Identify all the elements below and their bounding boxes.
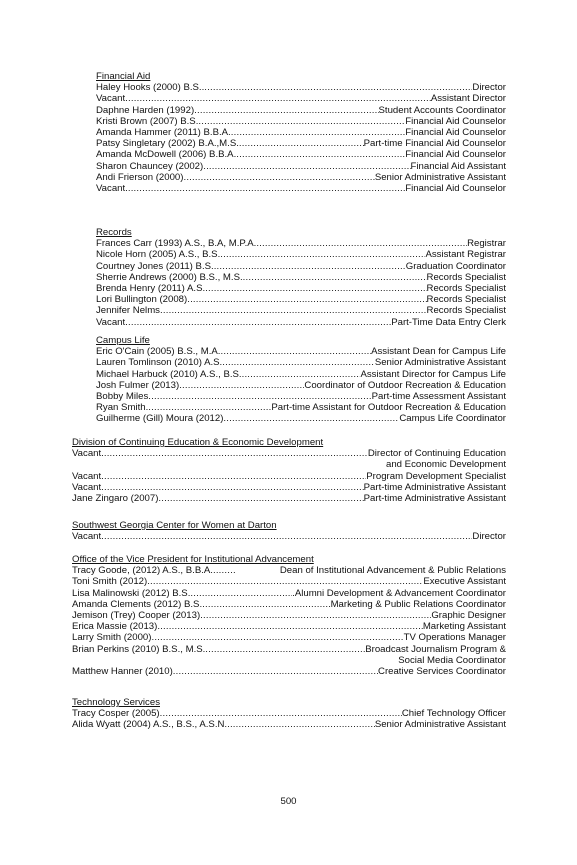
staff-row [72, 576, 506, 587]
dot-leader [220, 249, 425, 260]
staff-row [96, 238, 506, 249]
staff-name: Toni Smith (2012) [72, 576, 148, 588]
section-continuing-education [72, 437, 506, 504]
staff-row [72, 708, 506, 719]
staff-title: Assistant Director for Campus Life [360, 368, 506, 380]
staff-row [96, 172, 506, 183]
dot-leader [187, 294, 426, 305]
dot-leader [158, 493, 363, 504]
staff-title: Records Specialist [426, 271, 506, 283]
section-financial-aid [96, 71, 506, 194]
staff-row [96, 391, 506, 402]
staff-name: Vacant. [72, 448, 104, 460]
staff-title: Graphic Designer [431, 609, 506, 621]
staff-row [96, 317, 506, 328]
staff-name: Tracy Cosper (2005) [72, 708, 160, 720]
dot-leader [125, 317, 391, 328]
staff-title: Part-time Administrative Assistant [363, 492, 506, 504]
dot-leader [227, 719, 375, 730]
staff-name: Michael Harbuck (2010) A.S., B.S. [96, 368, 242, 380]
staff-name: Vacant [96, 316, 126, 328]
dot-leader [160, 305, 427, 316]
staff-name: Courtney Jones (2011) B.S. [96, 260, 214, 272]
dot-leader [236, 149, 405, 160]
staff-row [72, 565, 506, 576]
staff-name: Daphne Harden (1992) [96, 104, 195, 116]
dot-leader [151, 632, 403, 643]
section-heading: Southwest Georgia Center for Women at Darton [72, 520, 277, 531]
staff-row [72, 599, 506, 610]
staff-row [96, 305, 506, 316]
staff-name: Nicole Horn (2005) A.S., B.S. [96, 249, 221, 261]
staff-title: Financial Aid Counselor [405, 115, 506, 127]
section-heading: Office of the Vice President for Institutional Advancement [72, 554, 314, 565]
staff-title: Part-time Financial Aid Counselor [363, 138, 506, 150]
staff-title: Coordinator of Outdoor Recreation & Education [304, 379, 506, 391]
dot-leader [183, 172, 374, 183]
staff-row [96, 380, 506, 391]
staff-title: Registrar [467, 238, 506, 250]
staff-row [96, 261, 506, 272]
dot-leader [205, 644, 365, 655]
dot-leader [222, 357, 375, 368]
staff-title: Assistant Dean for Campus Life [371, 346, 506, 358]
staff-title: Senior Administrative Assistant [374, 171, 506, 183]
dot-leader [231, 127, 405, 138]
staff-name: Lori Bullington (2008) [96, 294, 188, 306]
staff-name: Lauren Tomlinson (2010) A.S. [96, 357, 223, 369]
section-center-for-women [72, 520, 506, 542]
dot-leader [125, 93, 431, 104]
staff-name: Kristi Brown (2007) B.S. [96, 115, 199, 127]
staff-title: Senior Administrative Assistant [374, 357, 506, 369]
dot-leader [203, 161, 410, 172]
staff-row [72, 644, 506, 655]
staff-row [96, 93, 506, 104]
staff-title: Graduation Coordinator [405, 260, 506, 272]
staff-row [72, 632, 506, 643]
section-technology-services [72, 697, 506, 731]
staff-row [72, 493, 506, 504]
staff-title: Chief Technology Officer [401, 708, 506, 720]
staff-row [96, 127, 506, 138]
staff-name: Guilherme (Gill) Moura (2012) [96, 413, 224, 425]
staff-title: Part-time Assessment Assistant [371, 390, 506, 402]
staff-title-continuation: and Economic Development [386, 459, 506, 471]
staff-name: Andi Frierson (2000) [96, 171, 184, 183]
staff-title: Part-time Assistant for Outdoor Recreation & Education [271, 402, 506, 414]
staff-name: Vacant [72, 531, 102, 543]
section-heading: Division of Continuing Education & Economic Development [72, 437, 324, 448]
staff-name: Jane Zingaro (2007) [72, 492, 159, 504]
staff-name: Ryan Smith. [96, 402, 149, 414]
staff-title: Director [472, 531, 506, 543]
dot-leader [256, 238, 467, 249]
staff-name: Sharon Chauncey (2002) [96, 160, 204, 172]
staff-name: Matthew Hanner (2010) [72, 665, 173, 677]
staff-title: Senior Administrative Assistant [374, 719, 506, 731]
dot-leader [160, 708, 402, 719]
staff-name: Jemison (Trey) Cooper (2013) [72, 609, 201, 621]
staff-name: Lisa Malinowski (2012) B.S. [72, 587, 191, 599]
staff-row [96, 105, 506, 116]
staff-name: Vacant [72, 481, 102, 493]
dot-leader [148, 391, 371, 402]
staff-name: Alida Wyatt (2004) A.S., B.S., A.S.N. [72, 719, 228, 731]
staff-title: Financial Aid Assistant [410, 160, 506, 172]
staff-name: Vacant [96, 93, 126, 105]
dot-leader [101, 531, 472, 542]
staff-name: Josh Fulmer (2013) [96, 379, 180, 391]
staff-row [96, 116, 506, 127]
dot-leader [157, 621, 423, 632]
staff-row [72, 482, 506, 493]
staff-row [96, 369, 506, 380]
staff-row [96, 413, 506, 424]
staff-row [96, 272, 506, 283]
dot-leader [101, 471, 366, 482]
dot-leader [202, 599, 330, 610]
staff-title: Campus Life Coordinator [399, 413, 506, 425]
dot-leader [220, 346, 371, 357]
staff-title: .Alumni Development & Advancement Coordinator [292, 587, 506, 599]
staff-name: Amanda Hammer (2011) B.B.A. [96, 126, 231, 138]
staff-title: Dean of Institutional Advancement & Public Relations [279, 565, 506, 577]
staff-title: Part-Time Data Entry Clerk [391, 316, 506, 328]
staff-title: Assistant Registrar [425, 249, 506, 261]
staff-row [96, 402, 506, 413]
staff-title: Financial Aid Counselor [405, 149, 506, 161]
staff-title-continuation: Social Media Coordinator [398, 654, 506, 666]
staff-title: Records Specialist [426, 305, 506, 317]
staff-name: Patsy Singletary (2002) B.A.,M.S. [96, 138, 239, 150]
staff-row [96, 294, 506, 305]
dot-leader [194, 105, 378, 116]
staff-title: Marketing Assistant [422, 621, 506, 633]
section-heading: Records [96, 227, 132, 238]
dot-leader [101, 482, 363, 493]
staff-row [72, 719, 506, 730]
staff-row [96, 249, 506, 260]
staff-title: Program Development Specialist [366, 470, 506, 482]
staff-row [72, 471, 506, 482]
staff-title: Executive Assistant [423, 576, 506, 588]
staff-title: Assistant Director [430, 93, 506, 105]
dot-leader [204, 82, 472, 93]
section-campus-life [96, 335, 506, 425]
staff-title: Marketing & Public Relations Coordinator [330, 598, 506, 610]
staff-name: Erica Massie (2013) [72, 621, 158, 633]
dot-leader [147, 576, 423, 587]
staff-row [72, 610, 506, 621]
dot-leader [198, 116, 405, 127]
dot-leader [213, 565, 235, 576]
staff-name: Vacant. [96, 182, 128, 194]
dot-leader [128, 183, 405, 194]
dot-leader [200, 610, 431, 621]
staff-row [96, 183, 506, 194]
staff-title: Part-time Administrative Assistant [363, 481, 506, 493]
staff-name: Amanda Clements (2012) B.S. [72, 598, 203, 610]
staff-name: Eric O'Cain (2005) B.S., M.A. [96, 346, 221, 358]
staff-name: Sherrie Andrews (2000) B.S., M.S. [96, 271, 243, 283]
section-institutional-advancement [72, 554, 506, 677]
section-heading: Technology Services [72, 697, 160, 708]
staff-title: Director [472, 82, 506, 94]
staff-row [96, 283, 506, 294]
staff-row [72, 621, 506, 632]
staff-name: Frances Carr (1993) A.S., B.A, M.P.A. [96, 238, 257, 250]
page-number: 500 [280, 796, 297, 807]
staff-row [96, 357, 506, 368]
staff-name: Jennifer Nelms [96, 305, 160, 317]
staff-title: Creative Services Coordinator [378, 665, 506, 677]
dot-leader [223, 413, 399, 424]
dot-leader [190, 588, 292, 599]
section-heading: Campus Life [96, 335, 150, 346]
staff-title: Records Specialist [426, 294, 506, 306]
staff-title: Financial Aid Counselor [405, 126, 506, 138]
staff-row [96, 138, 506, 149]
staff-row [96, 82, 506, 93]
dot-leader [104, 448, 368, 459]
staff-row [96, 149, 506, 160]
staff-row [96, 161, 506, 172]
dot-leader [243, 272, 427, 283]
staff-title: Financial Aid Counselor [405, 182, 506, 194]
staff-title: Director of Continuing Education [367, 448, 506, 460]
staff-title: TV Operations Manager [403, 632, 506, 644]
staff-row [96, 346, 506, 357]
staff-name: Tracy Goode, (2012) A.S., B.B.A. [72, 565, 213, 577]
dot-leader [173, 666, 378, 677]
staff-name: Brian Perkins (2010) B.S., M.S. [72, 643, 206, 655]
staff-name: Vacant [72, 470, 102, 482]
section-heading: Financial Aid [96, 71, 151, 82]
staff-row [72, 448, 506, 459]
staff-title: Broadcast Journalism Program & [365, 643, 506, 655]
dot-leader [242, 369, 361, 380]
staff-name: Brenda Henry (2011) A.S. [96, 282, 206, 294]
staff-name: Larry Smith (2000) [72, 632, 152, 644]
dot-leader [148, 402, 271, 413]
staff-row [72, 531, 506, 542]
staff-name: Amanda McDowell (2006) B.B.A. [96, 149, 237, 161]
section-records [96, 227, 506, 328]
staff-row [72, 588, 506, 599]
staff-row [72, 666, 506, 677]
dot-leader [179, 380, 304, 391]
dot-leader [214, 261, 406, 272]
dot-leader [239, 138, 364, 149]
staff-name: Haley Hooks (2000) B.S.. [96, 82, 205, 94]
staff-title: Student Accounts Coordinator [378, 104, 506, 116]
dot-leader [205, 283, 426, 294]
staff-title: Records Specialist [426, 282, 506, 294]
staff-name: Bobby Miles [96, 390, 149, 402]
